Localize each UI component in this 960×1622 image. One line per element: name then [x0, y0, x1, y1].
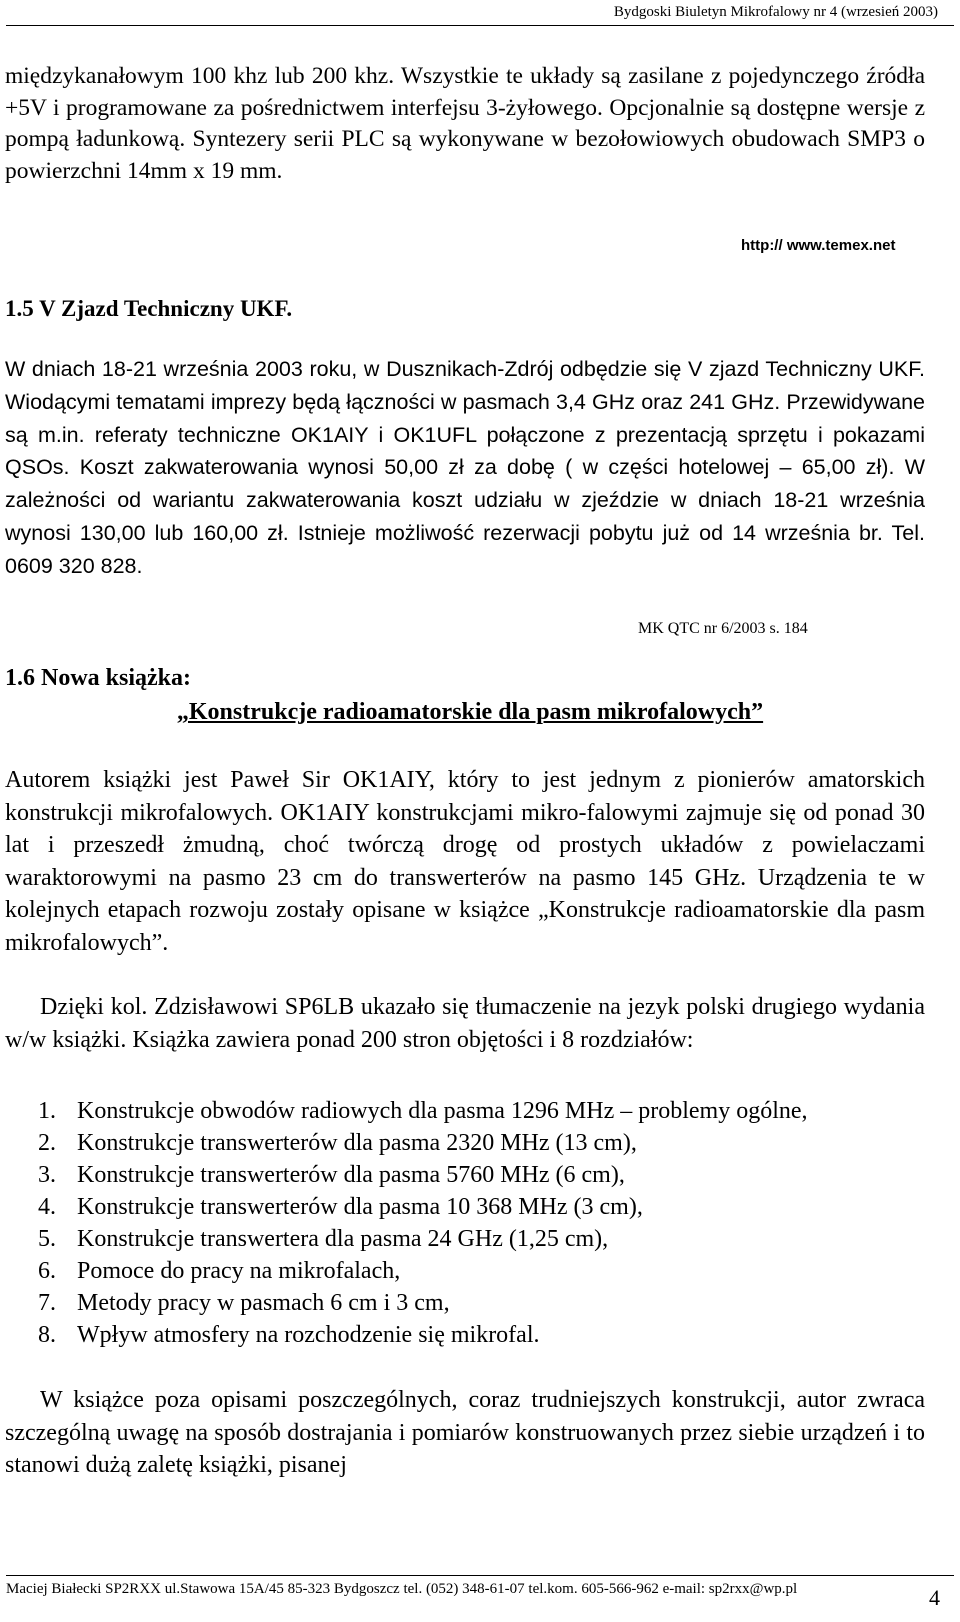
intro-paragraph: międzykanałowym 100 khz lub 200 khz. Wszystkie te układy są zasilane z pojedynczego źródła +5V i programowane za pośrednictwem interfejsu 3-żyłowego. Opcjonalnie są dostępne wersje z pompą ładunkową. Syntezery serii PLC są wykonywane w bezołowiowych obudowach SMP3 o powierzchni 14mm x 19 mm.	[5, 63, 925, 184]
section-1-6-heading: 1.6 Nowa książka:	[5, 665, 192, 691]
list-item: 5. Konstrukcje transwertera dla pasma 24 GHz (1,25 cm),	[38, 1226, 609, 1252]
section-1-6-paragraph-2: Dzięki kol. Zdzisławowi SP6LB ukazało się tłumaczenie na jezyk polski drugiego wydania w/w książki. Książka zawiera ponad 200 stron objętości i 8 rozdziałów:	[5, 994, 925, 1053]
list-item: 8. Wpływ atmosfery na rozchodzenie się mikrofal.	[38, 1322, 540, 1348]
section-1-5-source: MK QTC nr 6/2003 s. 184	[638, 620, 808, 637]
book-title: „Konstrukcje radioamatorskie dla pasm mikrofalowych”	[176, 699, 764, 725]
footer-contact: Maciej Białecki SP2RXX ul.Stawowa 15A/45 85-323 Bydgoszcz tel. (052) 348-61-07 tel.kom. 605-566-962 e-mail: sp2rxx@wp.pl	[6, 1581, 798, 1597]
list-item: 2. Konstrukcje transwerterów dla pasma 2320 MHz (13 cm),	[38, 1130, 637, 1156]
list-item: 1. Konstrukcje obwodów radiowych dla pasma 1296 MHz – problemy ogólne,	[38, 1098, 808, 1124]
list-item: 4. Konstrukcje transwerterów dla pasma 10 368 MHz (3 cm),	[38, 1194, 643, 1220]
section-1-5-heading: 1.5 V Zjazd Techniczny UKF.	[5, 296, 293, 321]
list-item: 7. Metody pracy w pasmach 6 cm i 3 cm,	[38, 1290, 450, 1316]
running-header: Bydgoski Biuletyn Mikrofalowy nr 4 (wrzesień 2003)	[613, 4, 938, 20]
section-1-5-paragraph: W dniach 18-21 września 2003 roku, w Dusznikach-Zdrój odbędzie się V zjazd Techniczny UKF. Wiodącymi tematami imprezy będą łączności w pasmach 3,4 GHz oraz 241 GHz. Przewidywane są m.in. referaty techniczne OK1AIY i OK1UFL połączone z prezentacją sprzętu i pokazami QSOs. Koszt zakwaterowania wynosi 50,00 zł za dobę ( w części hotelowej – 65,00 zł). W zależności od wariantu zakwaterowania koszt udziału w zjeździe w dniach 18-21 września wynosi 130,00 lub 160,00 zł. Istnieje możliwość rezerwacji pobytu już od 14 września br. Tel. 0609 320 828.	[5, 357, 925, 578]
list-item: 3. Konstrukcje transwerterów dla pasma 5760 MHz (6 cm),	[38, 1162, 625, 1188]
header-rule	[6, 25, 954, 26]
list-item: 6. Pomoce do pracy na mikrofalach,	[38, 1258, 401, 1284]
intro-source-link: http:// www.temex.net	[741, 237, 896, 254]
footer-rule	[6, 1575, 954, 1576]
section-1-6-paragraph-1: Autorem książki jest Paweł Sir OK1AIY, który to jest jednym z pionierów amatorskich konstrukcji mikrofalowych. OK1AIY konstrukcjami mikro-falowymi zajmuje się od ponad 30 lat i przeszedł żmudną, choć twórczą drogę od prostych układów z powielaczami waraktorowymi na pasmo 23 cm do transwerterów na pasmo 145 GHz. Urządzenia te w kolejnych etapach rozwoju zostały opisane w książce „Konstrukcje radioamatorskie dla pasm mikrofalowych”.	[5, 767, 925, 956]
chapter-list	[38, 1095, 928, 1351]
section-1-6-paragraph-3: W książce poza opisami poszczególnych, coraz trudniejszych konstrukcji, autor zwraca szczególną uwagę na sposób dostrajania i pomiarów konstruowanych przez siebie urządzeń i to stanowi dużą zaletę książki, pisanej	[5, 1387, 925, 1478]
page-number: 4	[929, 1585, 940, 1610]
